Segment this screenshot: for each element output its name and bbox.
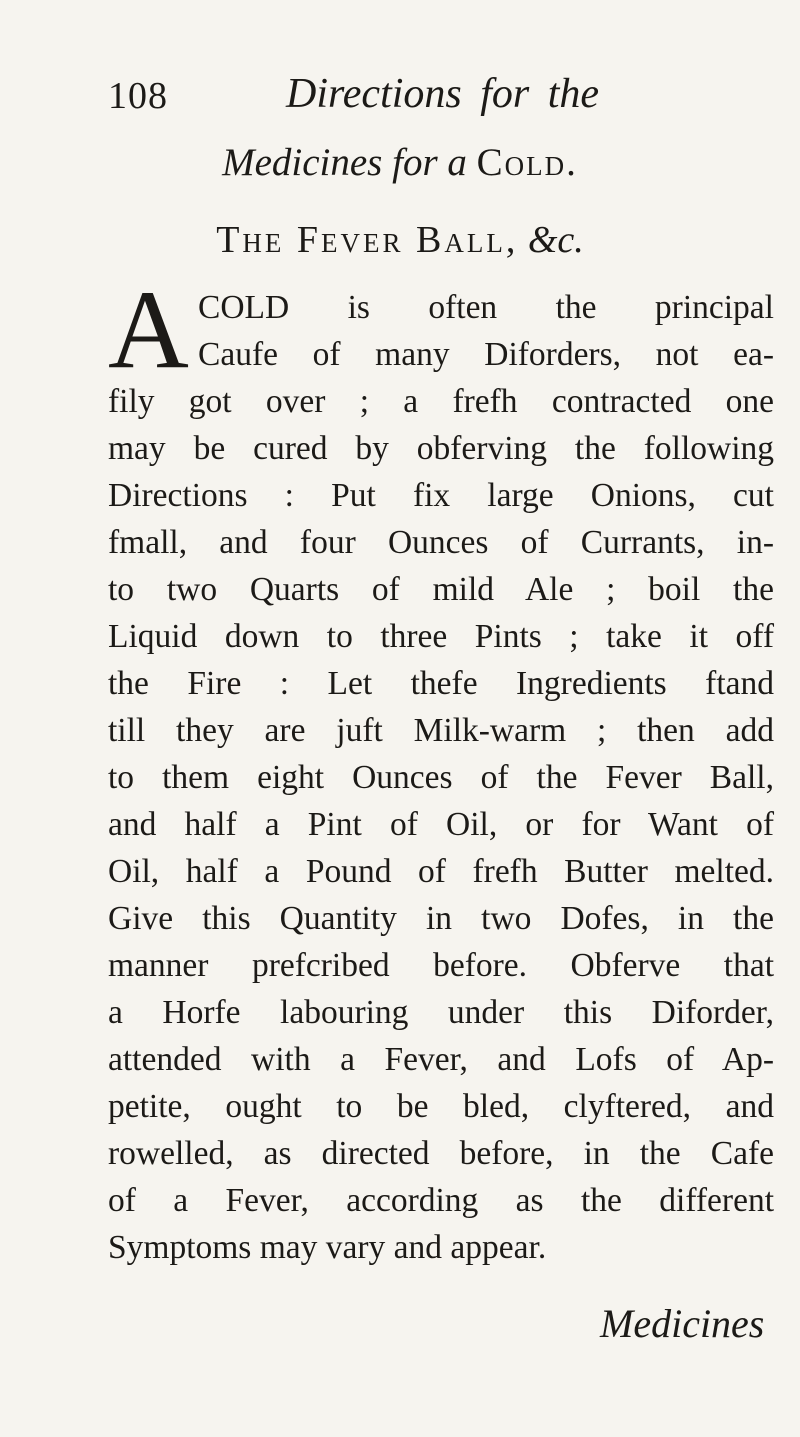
section-title-italic: Medicines for a <box>222 141 467 184</box>
page-number: 108 <box>108 75 168 117</box>
text-line: of a Fever, according as the different <box>108 1182 774 1219</box>
text-line: fmall, and four Ounces of Currants, in- <box>108 524 774 561</box>
body-text <box>108 268 774 1271</box>
text-line: to them eight Ounces of the Fever Ball, <box>108 759 774 796</box>
text-line: the Fire : Let thefe Ingredients ftand <box>108 665 774 702</box>
text-line: Oil, half a Pound of frefh Butter melted. <box>108 853 774 890</box>
subtitle-etc: &c. <box>527 219 584 261</box>
section-subtitle <box>0 218 800 262</box>
text-line: rowelled, as directed before, in the Cafe <box>108 1135 774 1172</box>
text-line: fily got over ; a frefh contracted one <box>108 383 774 420</box>
subtitle-caps: The Fever Ball, <box>216 219 519 261</box>
running-title: Directions for the <box>286 71 600 117</box>
catchword: Medicines <box>600 1301 765 1346</box>
text-line: to two Quarts of mild Ale ; boil the <box>108 571 774 608</box>
section-title <box>0 140 800 185</box>
text-line: Symptoms may vary and appear. <box>108 1229 547 1266</box>
text-line: till they are juft Milk-warm ; then add <box>108 712 774 749</box>
running-head <box>108 62 708 122</box>
text-line: Directions : Put fix large Onions, cut <box>108 477 774 514</box>
text-line: and half a Pint of Oil, or for Want of <box>108 806 774 843</box>
text-line: may be cured by obferving the following <box>108 430 774 467</box>
text-line: a Horfe labouring under this Diforder, <box>108 994 774 1031</box>
text-line: manner prefcribed before. Obferve that <box>108 947 774 984</box>
text-line: attended with a Fever, and Lofs of Ap- <box>108 1041 774 1078</box>
text-line: Caufe of many Diforders, not ea- <box>198 336 774 373</box>
text-line: petite, ought to be bled, clyftered, and <box>108 1088 774 1125</box>
section-title-caps: Cold. <box>476 141 578 184</box>
text-line: COLD is often the principal <box>198 289 774 326</box>
drop-cap: A <box>108 268 189 392</box>
text-line: Give this Quantity in two Dofes, in the <box>108 900 774 937</box>
text-line: Liquid down to three Pints ; take it off <box>108 618 774 655</box>
